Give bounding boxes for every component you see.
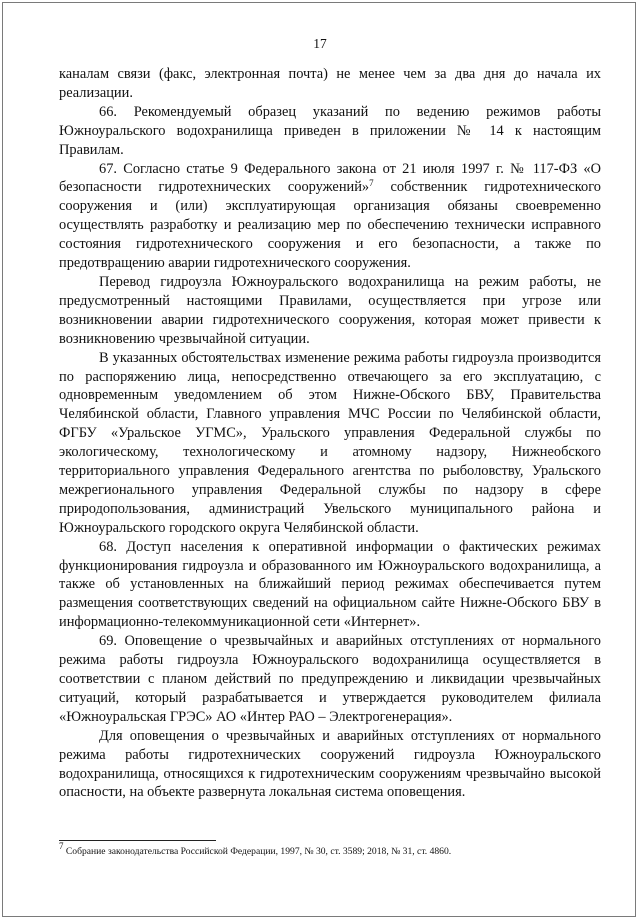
footnote-reference: 7 <box>369 178 374 189</box>
paragraph-66: 66. Рекомендуемый образец указаний по ведению режимов работы Южноуральского водохранилища приведен в приложении № 14 к настоящим Правилам. <box>59 103 601 158</box>
paragraph-notification: В указанных обстоятельствах изменение режима работы гидроузла производится по распоряжению лица, непосредственно отвечающего за его эксплуатацию, с одновременным уведомлением об этом Нижне-Обского БВУ, Правительства Челябинской области, Главного управления МЧС России по Челябинской области, ФГБУ «Уральское УГМС», Уральского управления Федеральной службы по экологическому, технологическому и атомному надзору, Нижнеобского территориального управления Федерального агентства по рыболовству, Уральского межрегионального управления Федеральной службы по надзору в сфере природопользования, администраций Увельского муниципального района и Южноуральского городского округа Челябинской области. <box>59 349 601 536</box>
paragraph-69: 69. Оповещение о чрезвычайных и аварийных отступлениях от нормального режима работы гидроузла Южноуральского водохранилища осуществляется в соответствии с планом действий по предупреждению и ликвидации чрезвычайных ситуаций, который разрабатывается и утверждается руководителем филиала «Южноуральская ГРЭС» АО «Интер РАО – Электрогенерация». <box>59 633 601 725</box>
footnote-mark: 7 <box>59 841 64 851</box>
document-body <box>59 65 601 802</box>
paragraph-regime-transfer: Перевод гидроузла Южноуральского водохранилища на режим работы, не предусмотренный настоящими Правилами, осуществляется при угрозе или возникновении аварии гидротехнического сооружения, которая может привести к возникновению чрезвычайной ситуации. <box>59 273 601 347</box>
page-number: 17 <box>313 36 327 51</box>
paragraph-67 <box>59 160 601 273</box>
footnote-text: Собрание законодательства Российской Федерации, 1997, № 30, ст. 3589; 2018, № 31, ст. 4860. <box>63 846 452 857</box>
paragraph-67-end: собственник гидротехнического сооружения и (или) эксплуатирующая организация обязаны своевременно осуществлять разработку и реализацию мер по обеспечению технически исправного состояния гидротехнического сооружения и его безопасности, а также по предотвращению аварии гидротехнического сооружения. <box>59 179 601 272</box>
footnote <box>59 841 601 858</box>
paragraph-alert-system: Для оповещения о чрезвычайных и аварийных отступлениях от нормального режима работы гидротехнических сооружений гидроузла Южноуральского водохранилища, относящихся к гидротехническим сооружениям чрезвычайно высокой опасности, на объекте развернута локальная система оповещения. <box>59 727 601 801</box>
paragraph-67-start: 67. Согласно статье 9 Федерального закона от 21 июля 1997 г. № 117-ФЗ «О безопасности гидротехнических сооружений» <box>59 160 601 196</box>
paragraph-continuation: каналам связи (факс, электронная почта) не менее чем за два дня до начала их реализации. <box>59 66 601 101</box>
footnote-separator <box>59 840 216 841</box>
paragraph-68: 68. Доступ населения к оперативной информации о фактических режимах функционирования гидроузла и образованного им Южноуральского водохранилища, а также об установленных на ближайший период режимах обеспечивается путем размещения соответствующих сведений на официальном сайте Нижне-Обского БВУ в информационно-телекоммуникационной сети «Интернет». <box>59 538 601 631</box>
